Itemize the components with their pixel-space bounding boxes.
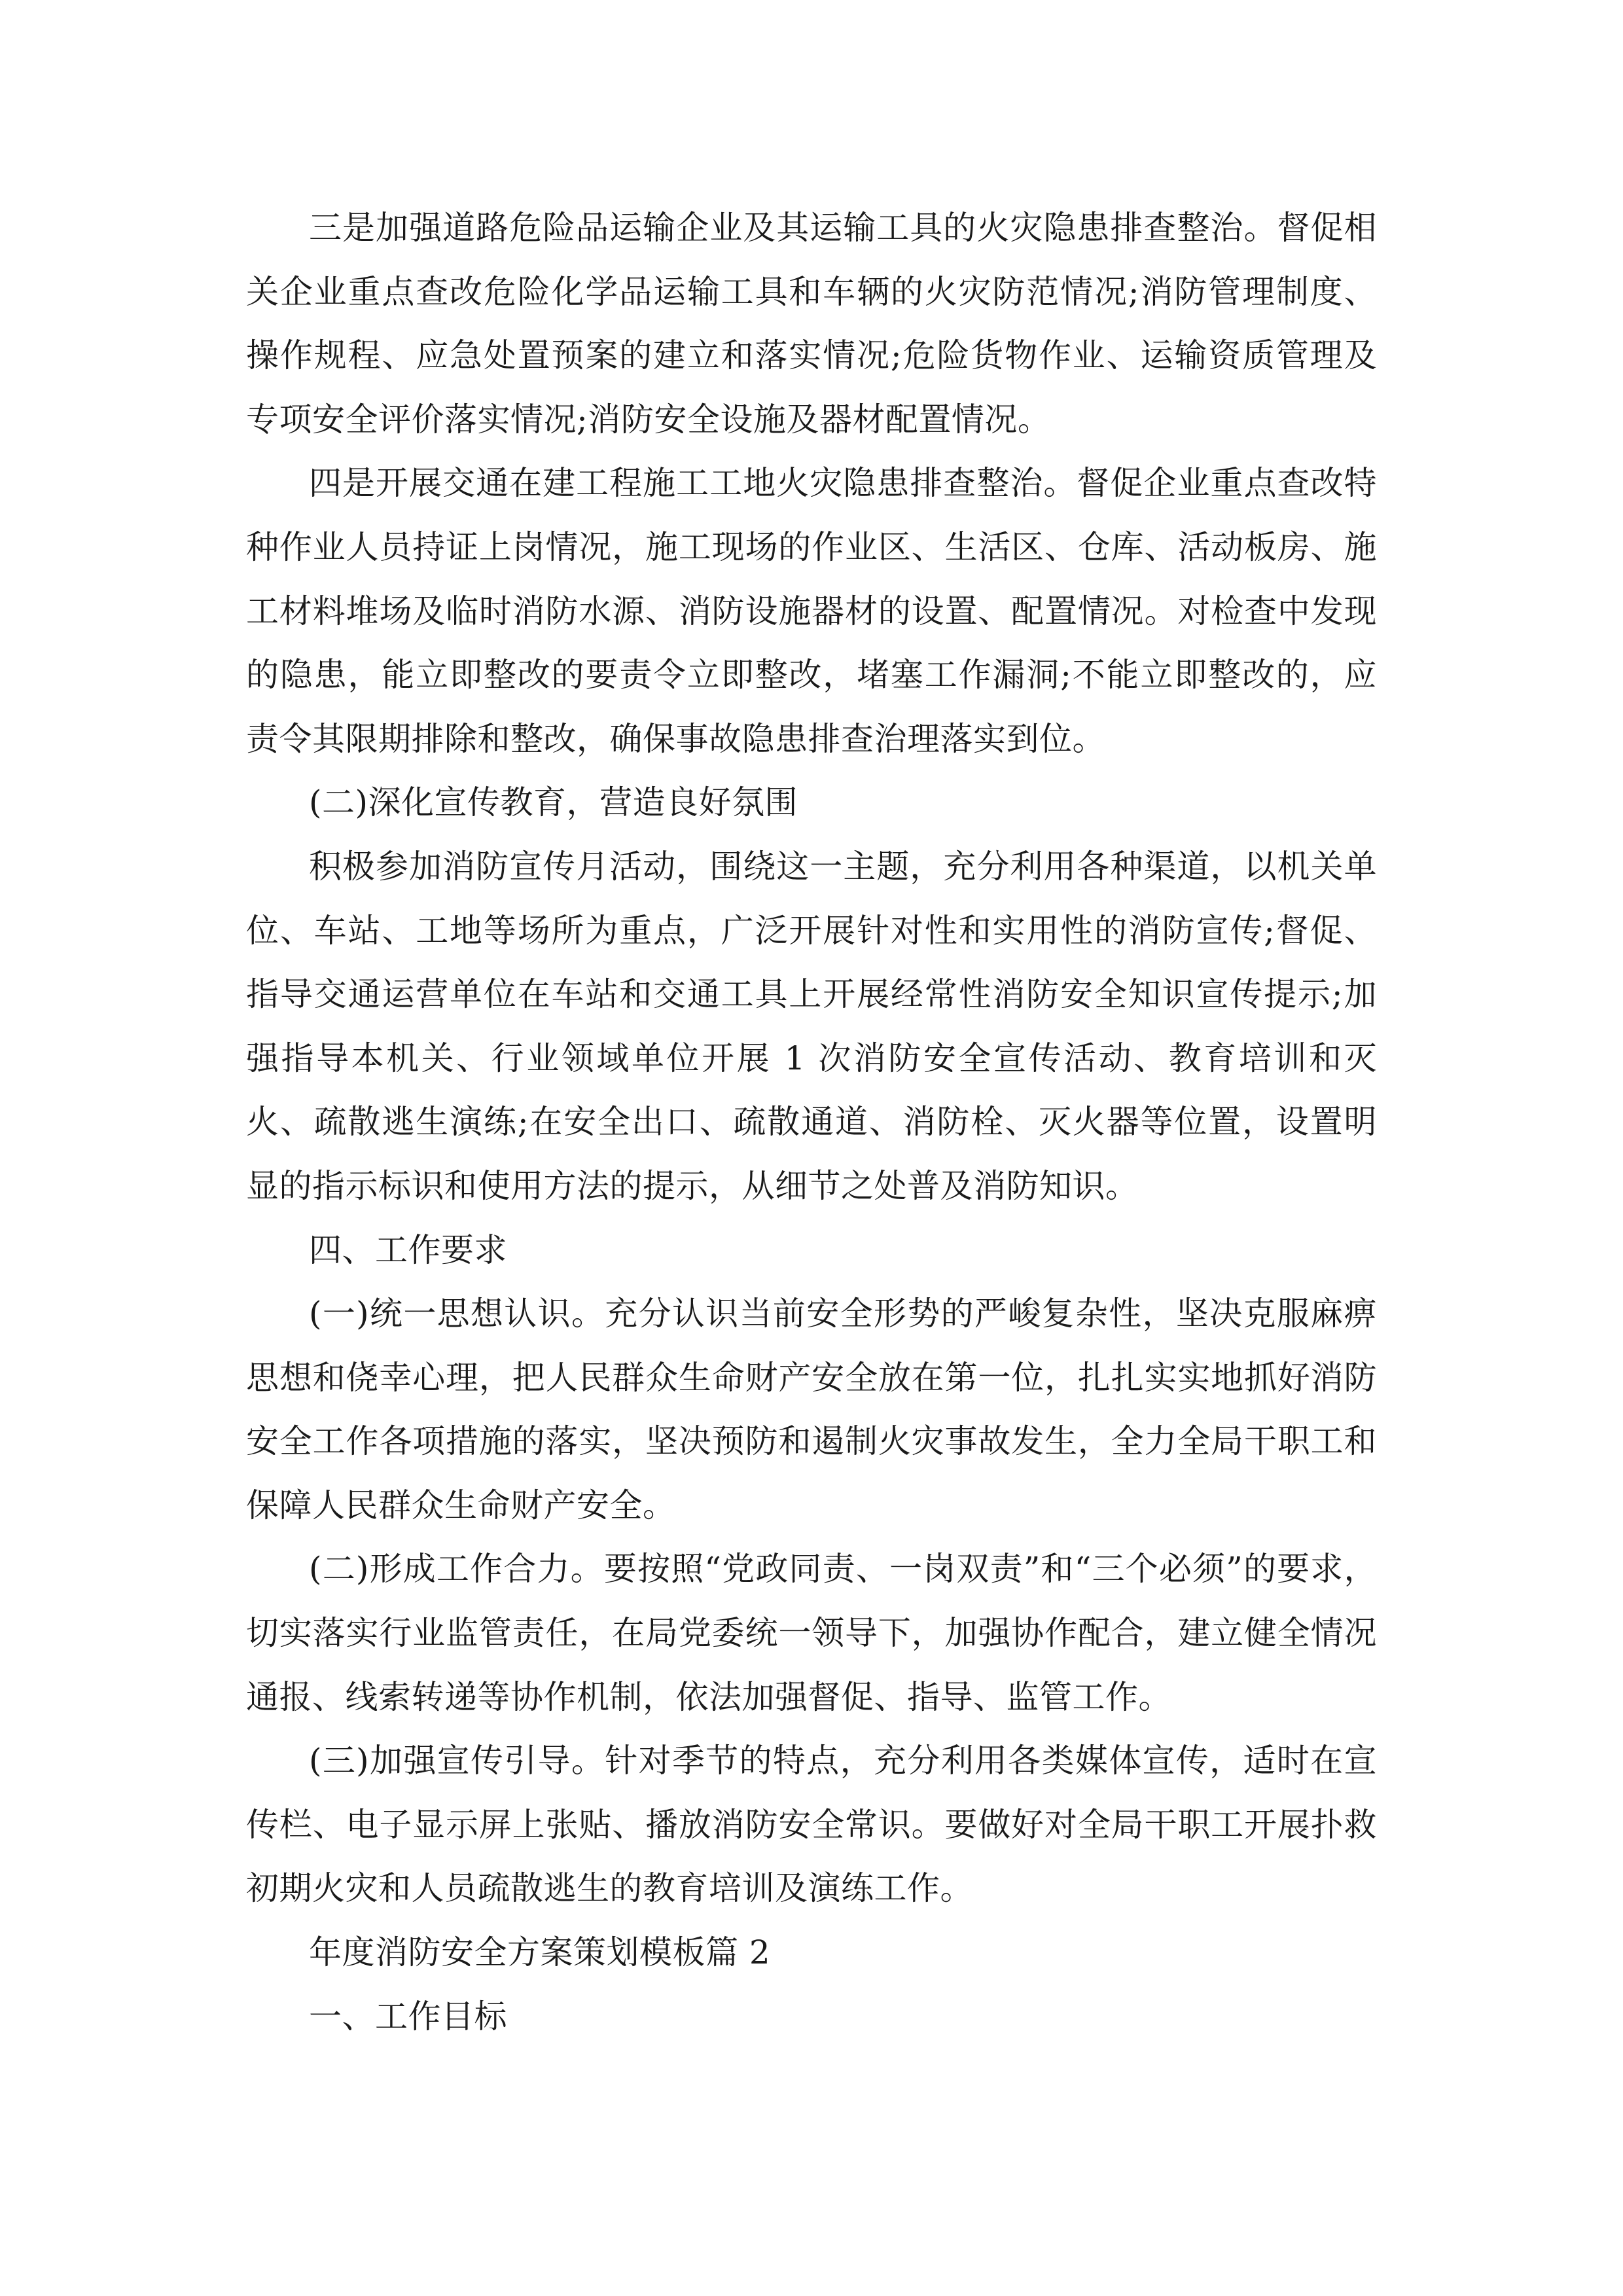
paragraph-construction-site-inspection: 四是开展交通在建工程施工工地火灾隐患排查整治。督促企业重点查改特种作业人员持证上岗情况，施工现场的作业区、生活区、仓库、活动板房、施工材料堆场及临时消防水源、消防设施器材的设置、配置情况。对检查中发现的隐患，能立即整改的要责令立即整改，堵塞工作漏洞;不能立即整改的，应责令其限期排除和整改，确保事故隐患排查治理落实到位。	[246, 464, 1377, 758]
section-heading-work-requirements: 四、工作要求	[309, 1230, 507, 1269]
paragraph-unify-thinking: (一)统一思想认识。充分认识当前安全形势的严峻复杂性，坚决克服麻痹思想和侥幸心理，把人民群众生命财产安全放在第一位，扎扎实实地抓好消防安全工作各项措施的落实，坚决预防和遏制火灾事故发生，全力全局干职工和保障人民群众生命财产安全。	[246, 1295, 1377, 1524]
section-heading-work-goals: 一、工作目标	[309, 1997, 507, 2036]
paragraph-publicity-month: 积极参加消防宣传月活动，围绕这一主题，充分利用各种渠道，以机关单位、车站、工地等场所为重点，广泛开展针对性和实用性的消防宣传;督促、指导交通运营单位在车站和交通工具上开展经常性消防安全知识宣传提示;加强指导本机关、行业领域单位开展 1 次消防安全宣传活动、教育培训和灭火、疏散逃生演练;在安全出口、疏散通道、消防栓、灭火器等位置，设置明显的指示标识和使用方法的提示，从细节之处普及消防知识。	[246, 847, 1377, 1205]
document-page	[246, 196, 1377, 2049]
template-title-part-2: 年度消防安全方案策划模板篇 2	[309, 1933, 771, 1972]
subheading-publicity-education: (二)深化宣传教育，营造良好氛围	[309, 783, 798, 822]
paragraph-strengthen-publicity: (三)加强宣传引导。针对季节的特点，充分利用各类媒体宣传，适时在宣传栏、电子显示屏上张贴、播放消防安全常识。要做好对全局干职工开展扑救初期火灾和人员疏散逃生的教育培训及演练工作。	[246, 1742, 1377, 1908]
paragraph-road-hazmat-inspection: 三是加强道路危险品运输企业及其运输工具的火灾隐患排查整治。督促相关企业重点查改危险化学品运输工具和车辆的火灾防范情况;消防管理制度、操作规程、应急处置预案的建立和落实情况;危险货物作业、运输资质管理及专项安全评价落实情况;消防安全设施及器材配置情况。	[246, 209, 1377, 439]
paragraph-form-synergy: (二)形成工作合力。要按照“党政同责、一岗双责”和“三个必须”的要求，切实落实行业监管责任，在局党委统一领导下，加强协作配合，建立健全情况通报、线索转递等协作机制，依法加强督促、指导、监管工作。	[246, 1550, 1377, 1716]
